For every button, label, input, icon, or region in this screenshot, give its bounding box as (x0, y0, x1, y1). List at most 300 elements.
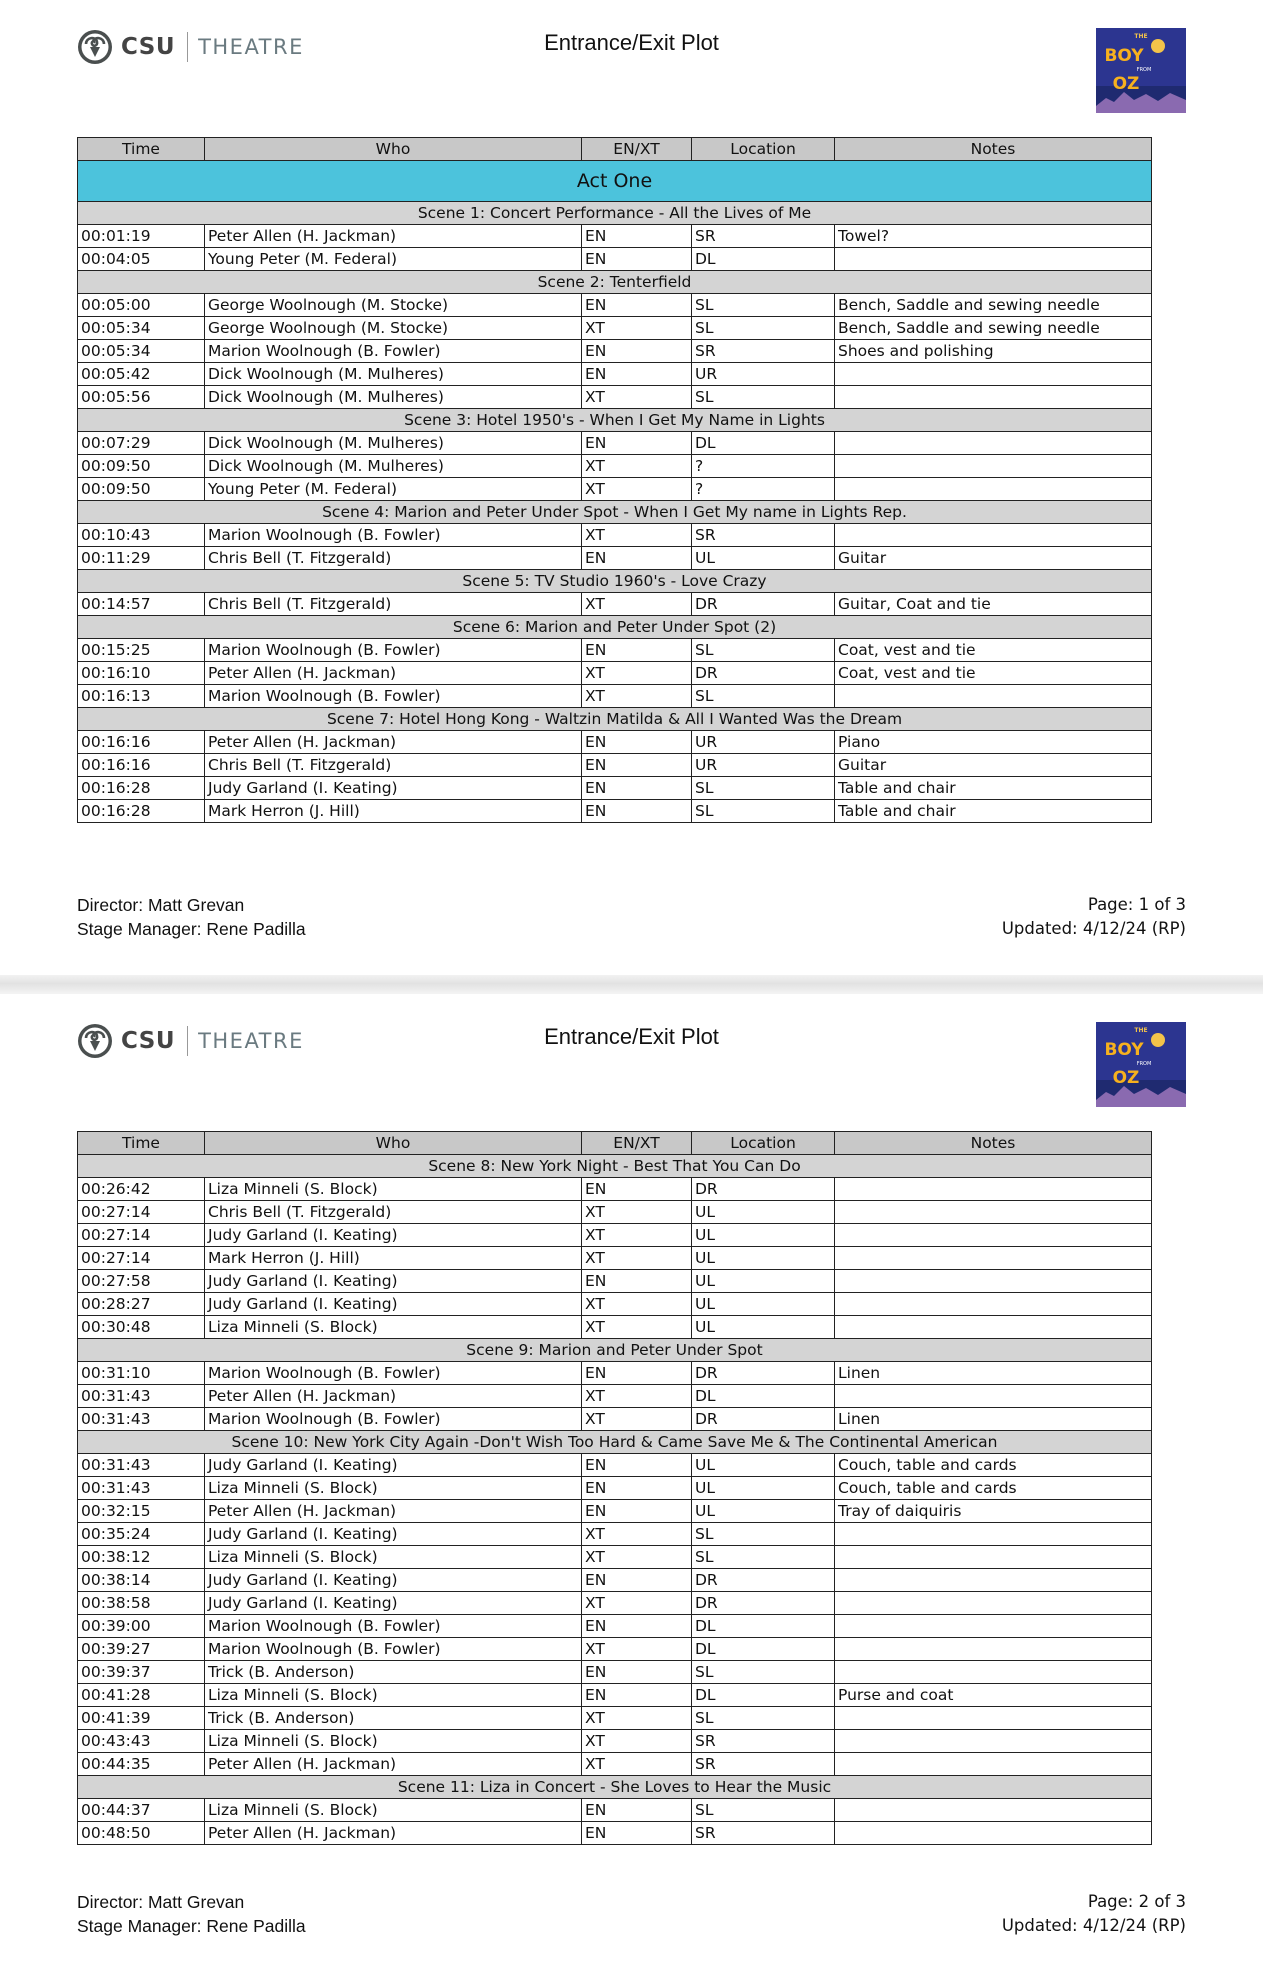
cell-who: Marion Woolnough (B. Fowler) (205, 524, 582, 547)
page-1 (0, 0, 1263, 975)
cell-location: DR (692, 593, 835, 616)
cell-notes (835, 478, 1152, 501)
cell-en-xt: EN (582, 1799, 692, 1822)
cell-location: UL (692, 1293, 835, 1316)
logo-theatre-text: THEATRE (198, 1029, 304, 1053)
table-row (78, 593, 1152, 616)
show-poster-image (1096, 28, 1186, 113)
table-row (78, 1707, 1152, 1730)
cell-notes: Guitar (835, 754, 1152, 777)
cell-notes (835, 1247, 1152, 1270)
cell-en-xt: XT (582, 1408, 692, 1431)
cell-notes: Linen (835, 1362, 1152, 1385)
col-header-time: Time (78, 138, 205, 161)
cell-time: 00:27:14 (78, 1247, 205, 1270)
cell-en-xt: EN (582, 248, 692, 271)
table-row (78, 1477, 1152, 1500)
cell-location: SL (692, 294, 835, 317)
table-row (78, 1569, 1152, 1592)
stage-manager-credit: Stage Manager: Rene Padilla (77, 919, 306, 939)
table-row (78, 1546, 1152, 1569)
cell-time: 00:44:37 (78, 1799, 205, 1822)
cell-notes: Coat, vest and tie (835, 662, 1152, 685)
cell-time: 00:43:43 (78, 1730, 205, 1753)
table-row (78, 1638, 1152, 1661)
cell-location: SR (692, 1730, 835, 1753)
table-row (78, 731, 1152, 754)
col-header-time: Time (78, 1132, 205, 1155)
table-row (78, 1661, 1152, 1684)
cell-time: 00:48:50 (78, 1822, 205, 1845)
cell-time: 00:16:28 (78, 800, 205, 823)
page-number: Page: 2 of 3 (1087, 1892, 1186, 1911)
cell-time: 00:11:29 (78, 547, 205, 570)
table-row (78, 478, 1152, 501)
scene-row (78, 202, 1152, 225)
page-number: Page: 1 of 3 (1087, 895, 1186, 914)
cell-notes: Table and chair (835, 777, 1152, 800)
cell-who: Peter Allen (H. Jackman) (205, 731, 582, 754)
cell-en-xt: EN (582, 1477, 692, 1500)
page-separator (0, 975, 1263, 994)
table-row (78, 432, 1152, 455)
scene-row (78, 1155, 1152, 1178)
director-credit: Director: Matt Grevan (77, 1892, 245, 1912)
cell-who: Trick (B. Anderson) (205, 1661, 582, 1684)
cell-time: 00:27:58 (78, 1270, 205, 1293)
cell-location: UR (692, 731, 835, 754)
cell-time: 00:39:27 (78, 1638, 205, 1661)
scene-row (78, 271, 1152, 294)
col-header-en-xt: EN/XT (582, 138, 692, 161)
cell-time: 00:35:24 (78, 1523, 205, 1546)
cell-notes: Couch, table and cards (835, 1477, 1152, 1500)
scene-row (78, 1339, 1152, 1362)
cell-location: SL (692, 777, 835, 800)
cell-en-xt: EN (582, 1454, 692, 1477)
table-row (78, 363, 1152, 386)
cell-who: Young Peter (M. Federal) (205, 248, 582, 271)
cell-location: DL (692, 432, 835, 455)
cell-en-xt: XT (582, 1523, 692, 1546)
scene-title: Scene 10: New York City Again -Don't Wish Too Hard & Came Save Me & The Continental American (78, 1431, 1152, 1454)
table-row (78, 294, 1152, 317)
cell-who: Liza Minneli (S. Block) (205, 1546, 582, 1569)
cell-en-xt: EN (582, 363, 692, 386)
cell-who: Mark Herron (J. Hill) (205, 800, 582, 823)
cell-who: Dick Woolnough (M. Mulheres) (205, 363, 582, 386)
cell-en-xt: EN (582, 1822, 692, 1845)
cell-who: Liza Minneli (S. Block) (205, 1178, 582, 1201)
cell-who: Chris Bell (T. Fitzgerald) (205, 547, 582, 570)
col-header-en-xt: EN/XT (582, 1132, 692, 1155)
cell-en-xt: EN (582, 432, 692, 455)
cell-en-xt: XT (582, 1730, 692, 1753)
cell-who: Judy Garland (I. Keating) (205, 1454, 582, 1477)
cell-time: 00:32:15 (78, 1500, 205, 1523)
cell-notes: Purse and coat (835, 1684, 1152, 1707)
table-row (78, 1500, 1152, 1523)
table-row (78, 248, 1152, 271)
cell-en-xt: EN (582, 294, 692, 317)
table-row (78, 340, 1152, 363)
table-row (78, 1523, 1152, 1546)
cell-en-xt: XT (582, 455, 692, 478)
page-2 (0, 994, 1263, 1963)
footer-credits (77, 893, 306, 941)
scene-title: Scene 9: Marion and Peter Under Spot (78, 1339, 1152, 1362)
logo-csu-text: CSU (121, 34, 176, 60)
cell-who: George Woolnough (M. Stocke) (205, 294, 582, 317)
cell-who: Liza Minneli (S. Block) (205, 1477, 582, 1500)
scene-title: Scene 6: Marion and Peter Under Spot (2) (78, 616, 1152, 639)
entrance-exit-table (77, 1131, 1152, 1845)
table-row (78, 1753, 1152, 1776)
cell-time: 00:04:05 (78, 248, 205, 271)
cell-location: UL (692, 1454, 835, 1477)
cell-who: Judy Garland (I. Keating) (205, 1569, 582, 1592)
scene-row (78, 570, 1152, 593)
cell-who: Judy Garland (I. Keating) (205, 1592, 582, 1615)
cell-time: 00:05:34 (78, 340, 205, 363)
cell-time: 00:09:50 (78, 478, 205, 501)
cell-time: 00:26:42 (78, 1178, 205, 1201)
table-row (78, 1592, 1152, 1615)
cell-time: 00:16:28 (78, 777, 205, 800)
cell-en-xt: XT (582, 1201, 692, 1224)
cell-location: DR (692, 662, 835, 685)
cell-notes (835, 1316, 1152, 1339)
cell-notes (835, 248, 1152, 271)
cell-location: SL (692, 1523, 835, 1546)
scene-title: Scene 5: TV Studio 1960's - Love Crazy (78, 570, 1152, 593)
cell-notes (835, 432, 1152, 455)
cell-time: 00:27:14 (78, 1201, 205, 1224)
cell-location: SL (692, 1546, 835, 1569)
cell-who: Judy Garland (I. Keating) (205, 1270, 582, 1293)
cell-who: Mark Herron (J. Hill) (205, 1247, 582, 1270)
cell-en-xt: EN (582, 800, 692, 823)
cell-notes (835, 1385, 1152, 1408)
cell-location: UL (692, 1500, 835, 1523)
cell-notes (835, 1638, 1152, 1661)
table-row (78, 1615, 1152, 1638)
scene-row (78, 409, 1152, 432)
poster-text-2: BOY (1104, 1040, 1144, 1060)
cell-who: Marion Woolnough (B. Fowler) (205, 1408, 582, 1431)
table-row (78, 547, 1152, 570)
table-header-row (78, 138, 1152, 161)
cell-who: Peter Allen (H. Jackman) (205, 662, 582, 685)
cell-time: 00:30:48 (78, 1316, 205, 1339)
act-row (78, 161, 1152, 202)
cell-location: UR (692, 754, 835, 777)
cell-who: Judy Garland (I. Keating) (205, 1224, 582, 1247)
scene-title: Scene 1: Concert Performance - All the Lives of Me (78, 202, 1152, 225)
cell-en-xt: XT (582, 1707, 692, 1730)
cell-en-xt: EN (582, 639, 692, 662)
cell-location: DR (692, 1569, 835, 1592)
cell-who: Chris Bell (T. Fitzgerald) (205, 1201, 582, 1224)
cell-notes: Couch, table and cards (835, 1454, 1152, 1477)
cell-location: DL (692, 1615, 835, 1638)
cell-time: 00:27:14 (78, 1224, 205, 1247)
scene-title: Scene 7: Hotel Hong Kong - Waltzin Matilda & All I Wanted Was the Dream (78, 708, 1152, 731)
col-header-notes: Notes (835, 138, 1152, 161)
cell-notes (835, 524, 1152, 547)
col-header-who: Who (205, 1132, 582, 1155)
scene-row (78, 708, 1152, 731)
updated-date: Updated: 4/12/24 (RP) (1001, 1916, 1186, 1935)
cell-en-xt: XT (582, 317, 692, 340)
cell-en-xt: EN (582, 547, 692, 570)
cell-who: Liza Minneli (S. Block) (205, 1316, 582, 1339)
cell-location: SR (692, 524, 835, 547)
cell-en-xt: EN (582, 1500, 692, 1523)
col-header-notes: Notes (835, 1132, 1152, 1155)
cell-notes (835, 1661, 1152, 1684)
cell-notes (835, 1730, 1152, 1753)
poster-text-2: BOY (1104, 46, 1144, 66)
cell-who: Peter Allen (H. Jackman) (205, 1753, 582, 1776)
cell-who: Liza Minneli (S. Block) (205, 1730, 582, 1753)
cell-en-xt: XT (582, 1247, 692, 1270)
show-poster-image (1096, 1022, 1186, 1107)
cell-en-xt: EN (582, 1661, 692, 1684)
cell-location: SR (692, 1822, 835, 1845)
cell-notes (835, 1224, 1152, 1247)
cell-time: 00:01:19 (78, 225, 205, 248)
cell-en-xt: EN (582, 777, 692, 800)
cell-location: UL (692, 547, 835, 570)
cell-en-xt: XT (582, 524, 692, 547)
cell-location: UL (692, 1316, 835, 1339)
cell-en-xt: XT (582, 1316, 692, 1339)
cell-who: Liza Minneli (S. Block) (205, 1799, 582, 1822)
cell-time: 00:28:27 (78, 1293, 205, 1316)
col-header-who: Who (205, 138, 582, 161)
cell-location: DL (692, 1385, 835, 1408)
cell-time: 00:16:10 (78, 662, 205, 685)
table-row (78, 1730, 1152, 1753)
stage-manager-credit: Stage Manager: Rene Padilla (77, 1916, 306, 1936)
table-row (78, 1822, 1152, 1845)
cell-location: SL (692, 685, 835, 708)
scene-title: Scene 8: New York Night - Best That You Can Do (78, 1155, 1152, 1178)
cell-en-xt: EN (582, 1362, 692, 1385)
director-credit: Director: Matt Grevan (77, 895, 245, 915)
table-row (78, 1178, 1152, 1201)
cell-location: DR (692, 1362, 835, 1385)
cell-en-xt: XT (582, 1385, 692, 1408)
table-row (78, 1316, 1152, 1339)
scene-title: Scene 4: Marion and Peter Under Spot - When I Get My name in Lights Rep. (78, 501, 1152, 524)
poster-text-4: OZ (1112, 74, 1140, 94)
cell-location: UL (692, 1477, 835, 1500)
cell-location: UL (692, 1201, 835, 1224)
table-row (78, 777, 1152, 800)
cell-notes (835, 1753, 1152, 1776)
table-row (78, 1247, 1152, 1270)
cell-time: 00:14:57 (78, 593, 205, 616)
scene-row (78, 1431, 1152, 1454)
cell-location: SL (692, 639, 835, 662)
cell-who: Marion Woolnough (B. Fowler) (205, 1615, 582, 1638)
cell-notes (835, 1822, 1152, 1845)
cell-en-xt: XT (582, 1753, 692, 1776)
scene-title: Scene 3: Hotel 1950's - When I Get My Name in Lights (78, 409, 1152, 432)
cell-location: DL (692, 248, 835, 271)
cell-en-xt: XT (582, 1224, 692, 1247)
cell-location: SL (692, 800, 835, 823)
table-row (78, 317, 1152, 340)
cell-notes (835, 1270, 1152, 1293)
cell-who: Dick Woolnough (M. Mulheres) (205, 455, 582, 478)
cell-who: Marion Woolnough (B. Fowler) (205, 1362, 582, 1385)
cell-en-xt: XT (582, 662, 692, 685)
cell-who: Dick Woolnough (M. Mulheres) (205, 386, 582, 409)
cell-notes: Piano (835, 731, 1152, 754)
cell-time: 00:10:43 (78, 524, 205, 547)
table-row (78, 754, 1152, 777)
cell-who: Peter Allen (H. Jackman) (205, 225, 582, 248)
cell-notes (835, 455, 1152, 478)
entrance-exit-table (77, 137, 1152, 823)
cell-time: 00:09:50 (78, 455, 205, 478)
table-row (78, 386, 1152, 409)
cell-time: 00:07:29 (78, 432, 205, 455)
cell-time: 00:38:14 (78, 1569, 205, 1592)
cell-notes: Bench, Saddle and sewing needle (835, 294, 1152, 317)
cell-who: Judy Garland (I. Keating) (205, 777, 582, 800)
cell-location: SR (692, 225, 835, 248)
logo-theatre-text: THEATRE (198, 35, 304, 59)
table-row (78, 1408, 1152, 1431)
cell-location: UR (692, 363, 835, 386)
cell-time: 00:44:35 (78, 1753, 205, 1776)
poster-text-1: THE (1134, 1027, 1148, 1034)
cell-notes (835, 363, 1152, 386)
cell-who: Chris Bell (T. Fitzgerald) (205, 754, 582, 777)
cell-who: Marion Woolnough (B. Fowler) (205, 1638, 582, 1661)
cell-time: 00:31:43 (78, 1477, 205, 1500)
table-row (78, 1201, 1152, 1224)
table-row (78, 1362, 1152, 1385)
scene-row (78, 1776, 1152, 1799)
cell-who: Trick (B. Anderson) (205, 1707, 582, 1730)
cell-who: Marion Woolnough (B. Fowler) (205, 639, 582, 662)
table-row (78, 1270, 1152, 1293)
cell-notes: Guitar, Coat and tie (835, 593, 1152, 616)
cell-notes (835, 1707, 1152, 1730)
poster-text-1: THE (1134, 33, 1148, 40)
col-header-location: Location (692, 138, 835, 161)
cell-who: Peter Allen (H. Jackman) (205, 1385, 582, 1408)
cell-en-xt: EN (582, 1178, 692, 1201)
cell-notes: Linen (835, 1408, 1152, 1431)
cell-notes (835, 1293, 1152, 1316)
cell-who: Marion Woolnough (B. Fowler) (205, 685, 582, 708)
cell-time: 00:41:39 (78, 1707, 205, 1730)
cell-time: 00:05:34 (78, 317, 205, 340)
cell-notes: Table and chair (835, 800, 1152, 823)
cell-location: UL (692, 1224, 835, 1247)
cell-en-xt: XT (582, 685, 692, 708)
cell-location: SL (692, 317, 835, 340)
cell-who: Marion Woolnough (B. Fowler) (205, 340, 582, 363)
cell-location: SR (692, 340, 835, 363)
document-title: Entrance/Exit Plot (544, 1024, 719, 1049)
cell-time: 00:05:56 (78, 386, 205, 409)
cell-notes: Guitar (835, 547, 1152, 570)
cell-who: Dick Woolnough (M. Mulheres) (205, 432, 582, 455)
cell-time: 00:05:00 (78, 294, 205, 317)
document-title: Entrance/Exit Plot (544, 30, 719, 55)
cell-who: Peter Allen (H. Jackman) (205, 1500, 582, 1523)
cell-time: 00:39:00 (78, 1615, 205, 1638)
cell-notes (835, 1799, 1152, 1822)
cell-en-xt: XT (582, 1592, 692, 1615)
cell-who: Judy Garland (I. Keating) (205, 1523, 582, 1546)
cell-time: 00:15:25 (78, 639, 205, 662)
cell-notes: Tray of daiquiris (835, 1500, 1152, 1523)
cell-time: 00:39:37 (78, 1661, 205, 1684)
cell-time: 00:38:58 (78, 1592, 205, 1615)
cell-location: DR (692, 1178, 835, 1201)
updated-date: Updated: 4/12/24 (RP) (1001, 919, 1186, 938)
act-title: Act One (78, 161, 1152, 202)
poster-text-4: OZ (1112, 1068, 1140, 1088)
cell-who: Judy Garland (I. Keating) (205, 1293, 582, 1316)
cell-time: 00:16:13 (78, 685, 205, 708)
cell-location: UL (692, 1247, 835, 1270)
cell-location: SL (692, 386, 835, 409)
table-row (78, 524, 1152, 547)
cell-time: 00:31:10 (78, 1362, 205, 1385)
cell-location: ? (692, 478, 835, 501)
cell-en-xt: XT (582, 1638, 692, 1661)
scene-row (78, 501, 1152, 524)
cell-en-xt: EN (582, 340, 692, 363)
cell-en-xt: XT (582, 1546, 692, 1569)
cell-time: 00:38:12 (78, 1546, 205, 1569)
cell-en-xt: EN (582, 1684, 692, 1707)
cell-who: Young Peter (M. Federal) (205, 478, 582, 501)
cell-time: 00:31:43 (78, 1385, 205, 1408)
table-row (78, 455, 1152, 478)
cell-en-xt: EN (582, 1615, 692, 1638)
poster-text-3: FROM (1136, 67, 1152, 73)
table-row (78, 1684, 1152, 1707)
cell-en-xt: EN (582, 1569, 692, 1592)
poster-text-3: FROM (1136, 1061, 1152, 1067)
cell-time: 00:16:16 (78, 731, 205, 754)
footer-page-info (1002, 893, 1186, 941)
cell-en-xt: EN (582, 754, 692, 777)
cell-en-xt: XT (582, 478, 692, 501)
cell-who: Chris Bell (T. Fitzgerald) (205, 593, 582, 616)
cell-en-xt: EN (582, 1270, 692, 1293)
table-row (78, 225, 1152, 248)
table-row (78, 662, 1152, 685)
table-row (78, 800, 1152, 823)
table-row (78, 1293, 1152, 1316)
table-row (78, 1385, 1152, 1408)
cell-location: UL (692, 1270, 835, 1293)
cell-notes (835, 1523, 1152, 1546)
cell-notes (835, 1569, 1152, 1592)
cell-notes (835, 1178, 1152, 1201)
